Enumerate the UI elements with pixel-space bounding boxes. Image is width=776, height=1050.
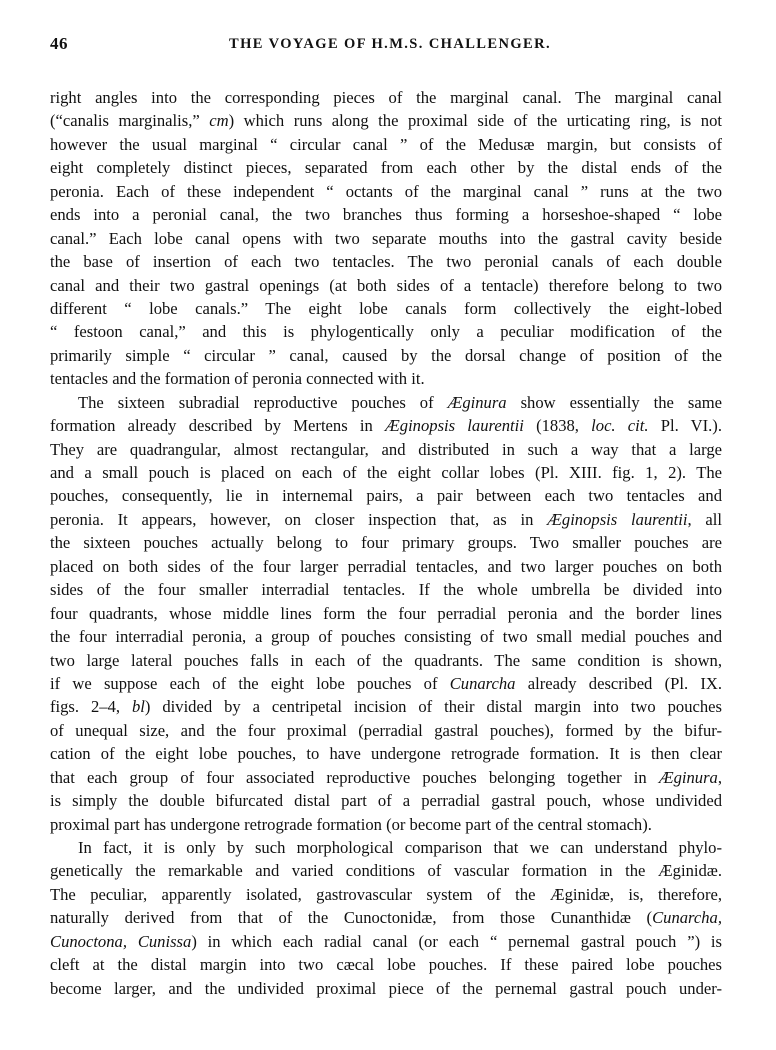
text-segment: (1838, bbox=[523, 416, 592, 436]
text-line bbox=[50, 109, 722, 132]
text-segment: proximal part has undergone retrograde formation (or become part of the central stomach). bbox=[50, 814, 652, 834]
text-line bbox=[50, 297, 722, 320]
text-segment: In fact, it is only by such morphological comparison that we can understand phylo- bbox=[78, 838, 722, 857]
text-segment: “ festoon canal,” and this is phylogentically only a peculiar modification of the bbox=[50, 322, 722, 342]
text-line bbox=[50, 367, 722, 390]
text-line bbox=[50, 578, 722, 601]
text-line bbox=[50, 438, 722, 461]
text-segment: genetically the remarkable and varied conditions of vascular formation in the Æginidæ. bbox=[50, 861, 722, 881]
text-line bbox=[50, 344, 722, 367]
text-segment: the base of insertion of each two tentacles. The two peronial canals of each double bbox=[50, 252, 722, 272]
text-segment: formation already described by Mertens in bbox=[50, 416, 386, 436]
text-segment: tentacles and the formation of peronia connected with it. bbox=[50, 369, 425, 389]
text-line bbox=[50, 625, 722, 648]
text-segment: The peculiar, apparently isolated, gastrovascular system of the Æginidæ, is, therefore, bbox=[50, 884, 722, 904]
text-segment: two large lateral pouches falls in each of the quadrants. The same condition is shown, bbox=[50, 650, 722, 670]
text-line bbox=[50, 250, 722, 273]
text-segment: primarily simple “ circular ” canal, caused by the dorsal change of position of the bbox=[50, 345, 722, 365]
text-line bbox=[50, 859, 722, 882]
text-line bbox=[50, 555, 722, 578]
text-line bbox=[50, 930, 722, 953]
text-segment: figs. 2–4, bbox=[50, 697, 132, 717]
text-line bbox=[50, 414, 722, 437]
italic-text: Æginopsis laurentii bbox=[385, 416, 524, 436]
text-segment: of unequal size, and the four proximal (perradial gastral pouches), formed by the bifur- bbox=[50, 720, 722, 740]
text-line bbox=[50, 813, 722, 836]
text-segment: four quadrants, whose middle lines form the four perradial peronia and the border lines bbox=[50, 603, 722, 623]
text-segment: show essentially the same bbox=[506, 392, 722, 412]
italic-text: cm bbox=[209, 111, 229, 131]
text-line bbox=[50, 789, 722, 812]
text-segment: pouches, consequently, lie in internemal pairs, a pair between each two tentacles and bbox=[50, 486, 722, 506]
text-line bbox=[50, 227, 722, 250]
text-line bbox=[50, 672, 722, 695]
text-line bbox=[50, 531, 722, 554]
text-line bbox=[50, 953, 722, 976]
text-segment: if we suppose each of the eight lobe pouches of bbox=[50, 673, 450, 693]
text-segment: canal.” Each lobe canal opens with two separate mouths into the gastral cavity beside bbox=[50, 228, 722, 248]
text-line bbox=[50, 836, 722, 859]
running-title: THE VOYAGE OF H.M.S. CHALLENGER. bbox=[229, 36, 551, 52]
text-segment: They are quadrangular, almost rectangular, and distributed in such a way that a large bbox=[50, 439, 722, 459]
italic-text: Æginura bbox=[447, 392, 507, 412]
text-line bbox=[50, 461, 722, 484]
text-segment: right angles into the corresponding pieces of the marginal canal. The marginal canal bbox=[50, 88, 722, 107]
text-line bbox=[50, 742, 722, 765]
italic-text: bl bbox=[131, 697, 145, 717]
text-line bbox=[50, 320, 722, 343]
text-line bbox=[50, 883, 722, 906]
text-line bbox=[50, 86, 722, 109]
text-segment: Pl. VI.). bbox=[648, 416, 722, 436]
text-segment: placed on both sides of the four larger perradial tentacles, and two larger pouches on both bbox=[50, 556, 722, 576]
page-number: 46 bbox=[50, 34, 68, 53]
running-head bbox=[50, 34, 730, 58]
text-segment: , all bbox=[687, 509, 722, 529]
text-line bbox=[50, 766, 722, 789]
text-line bbox=[50, 203, 722, 226]
text-line bbox=[50, 649, 722, 672]
text-line bbox=[50, 602, 722, 625]
text-segment: the four interradial peronia, a group of pouches consisting of two small medial pouches and bbox=[50, 627, 722, 647]
italic-text: Æginura bbox=[658, 767, 718, 787]
text-line bbox=[50, 484, 722, 507]
text-segment: the sixteen pouches actually belong to four primary groups. Two smaller pouches are bbox=[50, 533, 722, 553]
italic-text: Æginopsis laurentii bbox=[547, 509, 688, 529]
italic-text: Cunarcha, bbox=[652, 908, 722, 928]
text-line bbox=[50, 156, 722, 179]
text-segment: already described (Pl. IX. bbox=[515, 673, 722, 693]
text-segment: cation of the eight lobe pouches, to have undergone retrograde formation. It is then clear bbox=[50, 744, 722, 764]
text-segment: is simply the double bifurcated distal part of a perradial gastral pouch, whose undivided bbox=[50, 791, 722, 811]
text-segment: sides of the four smaller interradial tentacles. If the whole umbrella be divided into bbox=[50, 580, 722, 600]
text-segment: The sixteen subradial reproductive pouches of bbox=[78, 392, 448, 412]
text-segment: ) divided by a centripetal incision of their distal margin into two pouches bbox=[144, 697, 722, 717]
text-segment: , bbox=[717, 767, 722, 787]
text-segment: ) which runs along the proximal side of the urticating ring, is not bbox=[228, 111, 722, 131]
text-line bbox=[50, 133, 722, 156]
text-segment: however the usual marginal “ circular canal ” of the Medusæ margin, but consists of bbox=[50, 134, 722, 154]
text-segment: canal and their two gastral openings (at both sides of a tentacle) therefore belong to two bbox=[50, 275, 722, 295]
text-line bbox=[50, 977, 722, 1000]
text-line bbox=[50, 906, 722, 929]
text-segment: different “ lobe canals.” The eight lobe canals form collectively the eight-lobed bbox=[50, 298, 722, 318]
text-segment: cleft at the distal margin into two cæcal lobe pouches. If these paired lobe pouches bbox=[50, 955, 722, 975]
text-segment: peronia. It appears, however, on closer inspection that, as in bbox=[50, 509, 548, 529]
body-text bbox=[50, 86, 722, 1000]
text-segment: become larger, and the undivided proximal piece of the pernemal gastral pouch under- bbox=[50, 978, 722, 998]
text-line bbox=[50, 695, 722, 718]
text-segment: and a small pouch is placed on each of the eight collar lobes (Pl. XIII. fig. 1, 2). The bbox=[50, 463, 722, 482]
text-line bbox=[50, 508, 722, 531]
text-segment: naturally derived from that of the Cunoctonidæ, from those Cunanthidæ ( bbox=[50, 908, 653, 928]
text-segment: ) in which each radial canal (or each “ pernemal gastral pouch ”) is bbox=[191, 931, 722, 951]
text-segment: eight completely distinct pieces, separated from each other by the distal ends of the bbox=[50, 158, 722, 178]
text-segment: that each group of four associated reproductive pouches belonging together in bbox=[50, 767, 659, 787]
text-line bbox=[50, 391, 722, 414]
text-segment: (“canalis marginalis,” bbox=[50, 111, 210, 131]
italic-text: Cunarcha bbox=[449, 673, 516, 693]
text-segment: ends into a peronial canal, the two branches thus forming a horseshoe-shaped “ lobe bbox=[50, 205, 722, 225]
text-segment: peronia. Each of these independent “ octants of the marginal canal ” runs at the two bbox=[50, 181, 722, 201]
text-line bbox=[50, 180, 722, 203]
italic-text: loc. cit. bbox=[591, 416, 649, 436]
text-line bbox=[50, 274, 722, 297]
text-line bbox=[50, 719, 722, 742]
italic-text: Cunoctona, Cunissa bbox=[50, 931, 192, 951]
